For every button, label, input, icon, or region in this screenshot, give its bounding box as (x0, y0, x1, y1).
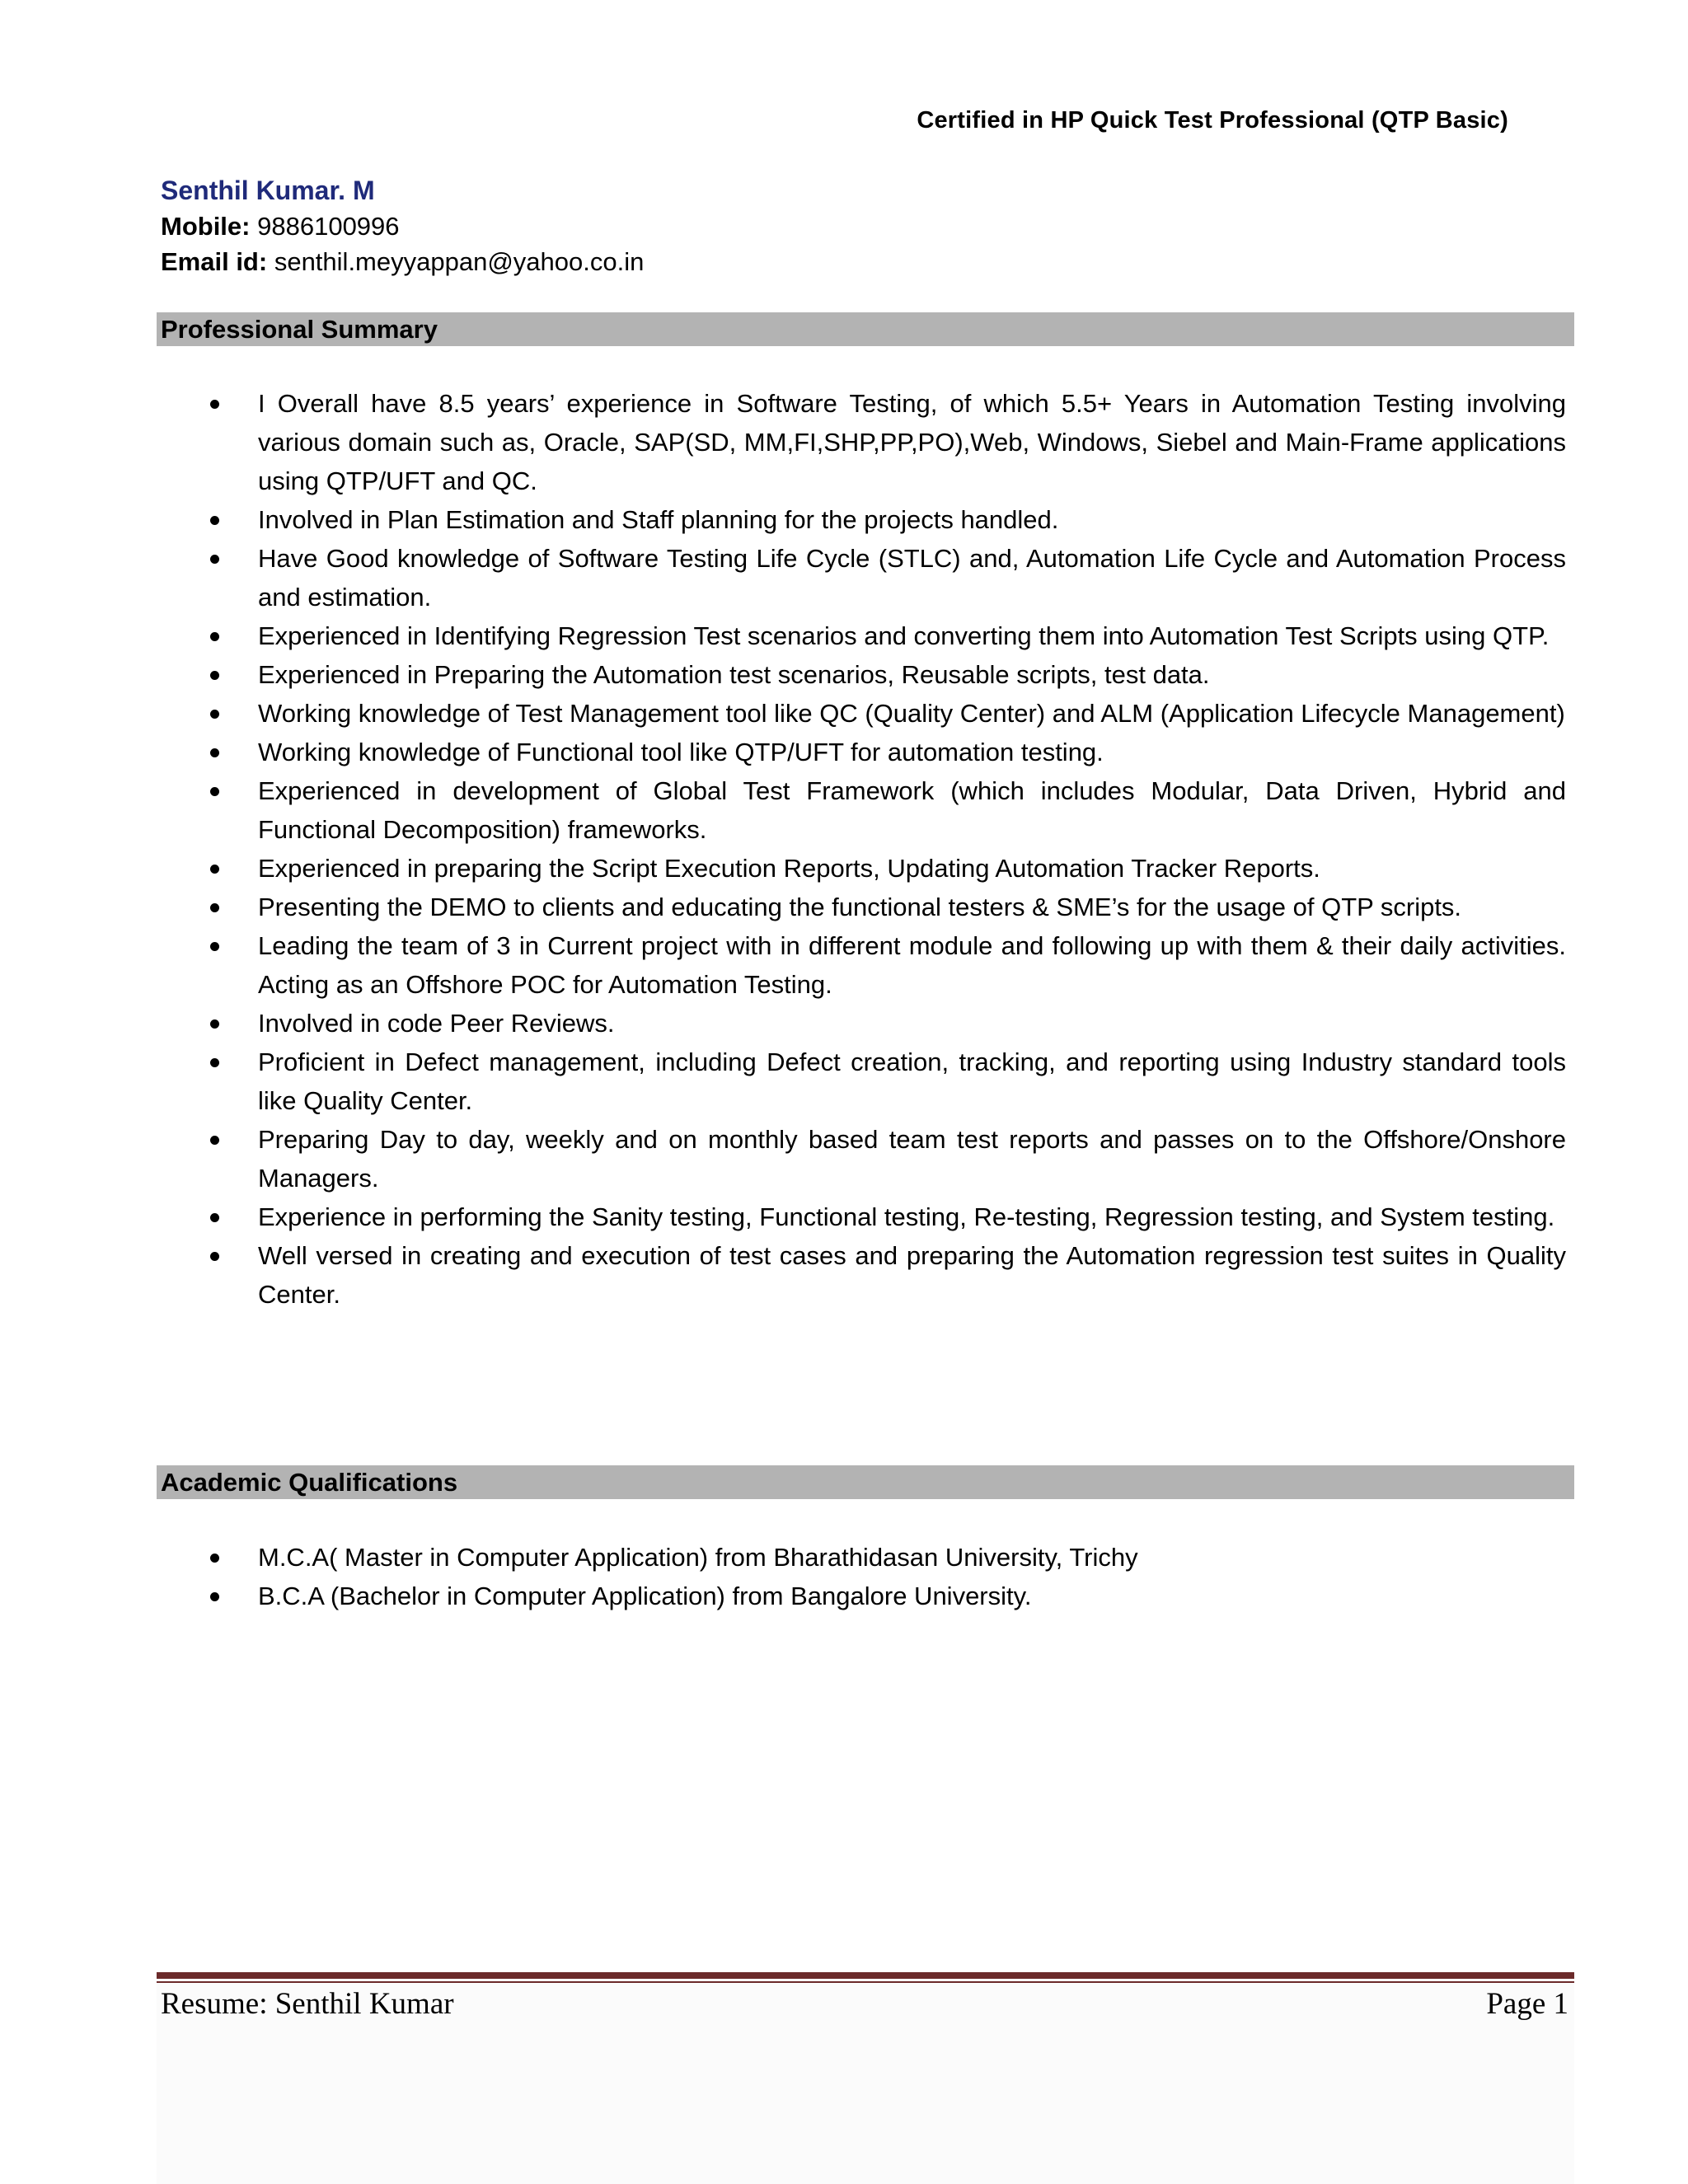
bullet-icon (210, 748, 219, 757)
list-item: Proficient in Defect management, including Defect creation, tracking, and reporting using Industry standard tools like Quality Center. (206, 1043, 1566, 1120)
professional-summary-heading: Professional Summary (157, 312, 1574, 346)
list-item: Experienced in preparing the Script Execution Reports, Updating Automation Tracker Reports. (206, 849, 1566, 888)
list-item: I Overall have 8.5 years’ experience in Software Testing, of which 5.5+ Years in Automation Testing involving various domain such as, Oracle, SAP(SD, MM,FI,SHP,PP,PO),Web, Windows, Siebel and Main-Frame applications using QTP/UFT and QC. (206, 384, 1566, 500)
list-item: Experience in performing the Sanity testing, Functional testing, Re-testing, Regression testing, and System testing. (206, 1197, 1566, 1236)
bullet-icon (210, 942, 219, 951)
academic-qualifications-heading: Academic Qualifications (157, 1465, 1574, 1499)
bullet-icon (210, 1592, 219, 1601)
list-item: Involved in code Peer Reviews. (206, 1004, 1566, 1043)
list-item: Presenting the DEMO to clients and educating the functional testers & SME’s for the usage of QTP scripts. (206, 888, 1566, 926)
bullet-icon (210, 632, 219, 641)
list-item: Experienced in Preparing the Automation test scenarios, Reusable scripts, test data. (206, 655, 1566, 694)
list-item: Experienced in Identifying Regression Test scenarios and converting them into Automation Test Scripts using QTP. (206, 616, 1566, 655)
footer-divider (157, 1972, 1574, 1979)
list-item: Working knowledge of Functional tool like QTP/UFT for automation testing. (206, 733, 1566, 771)
contact-block (161, 173, 644, 279)
bullet-icon (210, 400, 219, 409)
bullet-icon (210, 671, 219, 680)
mobile-value: 9886100996 (257, 212, 400, 241)
list-item: Involved in Plan Estimation and Staff planning for the projects handled. (206, 500, 1566, 539)
bullet-icon (210, 1136, 219, 1145)
mobile-label: Mobile: (161, 212, 251, 241)
email-row (161, 244, 644, 279)
mobile-row (161, 209, 644, 244)
list-item: Have Good knowledge of Software Testing Life Cycle (STLC) and, Automation Life Cycle and Automation Process and estimation. (206, 539, 1566, 616)
page-number: Page 1 (1486, 1987, 1568, 2021)
list-item: Well versed in creating and execution of test cases and preparing the Automation regression test suites in Quality Center. (206, 1236, 1566, 1314)
list-item: M.C.A( Master in Computer Application) from Bharathidasan University, Trichy (206, 1538, 1566, 1577)
academic-qualifications-list (206, 1538, 1566, 1615)
bullet-icon (210, 710, 219, 719)
bullet-icon (210, 1252, 219, 1261)
candidate-name: Senthil Kumar. M (161, 176, 375, 205)
list-item: Preparing Day to day, weekly and on monthly based team test reports and passes on to the Offshore/Onshore Managers. (206, 1120, 1566, 1197)
bullet-icon (210, 1019, 219, 1029)
list-item: Leading the team of 3 in Current project with in different module and following up with them & their daily activities. Acting as an Offshore POC for Automation Testing. (206, 926, 1566, 1004)
bullet-icon (210, 903, 219, 912)
bullet-icon (210, 516, 219, 525)
bullet-icon (210, 865, 219, 874)
footer-title: Resume: Senthil Kumar (161, 1987, 454, 2021)
certification-line: Certified in HP Quick Test Professional (QTP Basic) (917, 107, 1508, 134)
bullet-icon (210, 787, 219, 796)
list-item: Experienced in development of Global Test Framework (which includes Modular, Data Driven, Hybrid and Functional Decomposition) frameworks. (206, 771, 1566, 849)
list-item: Working knowledge of Test Management tool like QC (Quality Center) and ALM (Application Lifecycle Management) (206, 694, 1566, 733)
bullet-icon (210, 555, 219, 564)
bullet-icon (210, 1058, 219, 1067)
list-item: B.C.A (Bachelor in Computer Application) from Bangalore University. (206, 1577, 1566, 1615)
email-value: senthil.meyyappan@yahoo.co.in (274, 247, 645, 276)
email-label: Email id: (161, 247, 268, 276)
bullet-icon (210, 1554, 219, 1563)
footer-divider-thin (157, 1981, 1574, 1983)
bullet-icon (210, 1213, 219, 1222)
professional-summary-list (206, 384, 1566, 1314)
